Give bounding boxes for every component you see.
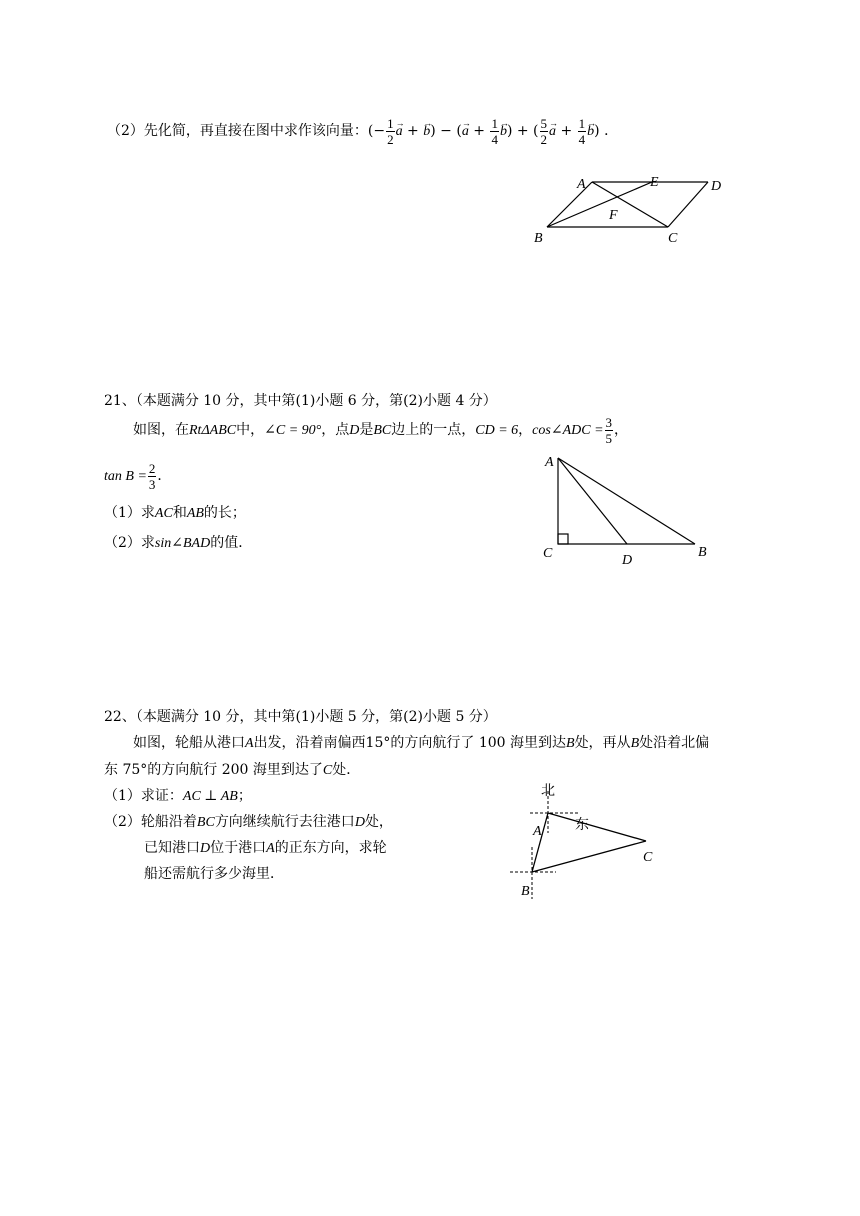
label-A: A [545, 455, 554, 470]
vector-b: → b [423, 115, 430, 149]
fraction: $\frac{3}{5}$ [605, 414, 613, 446]
fraction: $\frac{5}{2}$ [540, 115, 548, 147]
q22-line2: 东 75°的方向航行 200 海里到达了C处． [104, 762, 361, 778]
fraction: $\frac{2}{3}$ [148, 460, 156, 492]
label-A: A [533, 824, 542, 839]
label-C: C [543, 546, 553, 561]
label-B: B [521, 884, 530, 899]
q22-part1: （1）求证：AC ⊥ AB； [104, 788, 252, 804]
vector-a: → a [549, 115, 556, 149]
vector-a: → a [396, 115, 403, 149]
q22-header: 22、（本题满分 10 分，其中第(1)小题 5 分，第(2)小题 5 分） [104, 709, 497, 725]
label-B: B [534, 231, 543, 246]
label-F: F [609, 208, 618, 223]
q20-part2-line: （2）先化简，再直接在图中求作该向量：(− $\frac{1}{2}$ → a + → b) − (→ a + $\frac{1}{4}$ → b) + ( $\frac{5}{2}$ → a + $\frac{1}{4}$ → b) ． [107, 114, 618, 148]
q20-part2-prefix: （2）先化简，再直接在图中求作该向量： [107, 123, 368, 139]
q22-line1: 如图，轮船从港口A出发，沿着南偏西15°的方向航行了 100 海里到达B处，再从B处沿着北偏 [133, 735, 710, 751]
q21-line2: tan B = $\frac{2}{3}$ ． [104, 460, 172, 492]
label-C: C [668, 231, 678, 246]
label-east: 东 [575, 817, 589, 833]
label-E: E [650, 175, 659, 190]
q21-part2: （2）求sin∠BAD的值． [104, 535, 253, 551]
label-C: C [643, 850, 653, 865]
fraction: $\frac{1}{4}$ [491, 115, 498, 147]
fraction: $\frac{1}{2}$ [387, 115, 394, 147]
label-north: 北 [541, 783, 555, 799]
q22-part2-line2: 已知港口D位于港口A的正东方向，求轮 [144, 840, 387, 856]
vector-b: → b [587, 115, 594, 149]
vector-a: → a [462, 115, 469, 149]
q21-line1: 如图，在RtΔABC中，∠C = 90°，点D是BC边上的一点，CD = 6，cos∠ADC = $\frac{3}{5}$ ， [133, 414, 629, 446]
q21-part1: （1）求AC和AB的长； [104, 505, 246, 521]
q22-part2-line3: 船还需航行多少海里． [144, 866, 284, 882]
label-B: B [698, 545, 707, 560]
vector-b: → b [500, 115, 507, 149]
q22-part2-line1: （2）轮船沿着BC方向继续航行去往港口D处， [104, 814, 393, 830]
expr-paren: (− [367, 123, 386, 139]
figure-right-triangle [535, 450, 720, 570]
figure-navigation [500, 775, 670, 905]
fraction: $\frac{1}{4}$ [578, 115, 586, 147]
label-D: D [711, 179, 722, 194]
label-D: D [622, 553, 633, 568]
figure-parallelogram [530, 170, 730, 250]
label-A: A [577, 177, 586, 192]
q21-header: 21、（本题满分 10 分，其中第(1)小题 6 分，第(2)小题 4 分） [104, 393, 497, 409]
